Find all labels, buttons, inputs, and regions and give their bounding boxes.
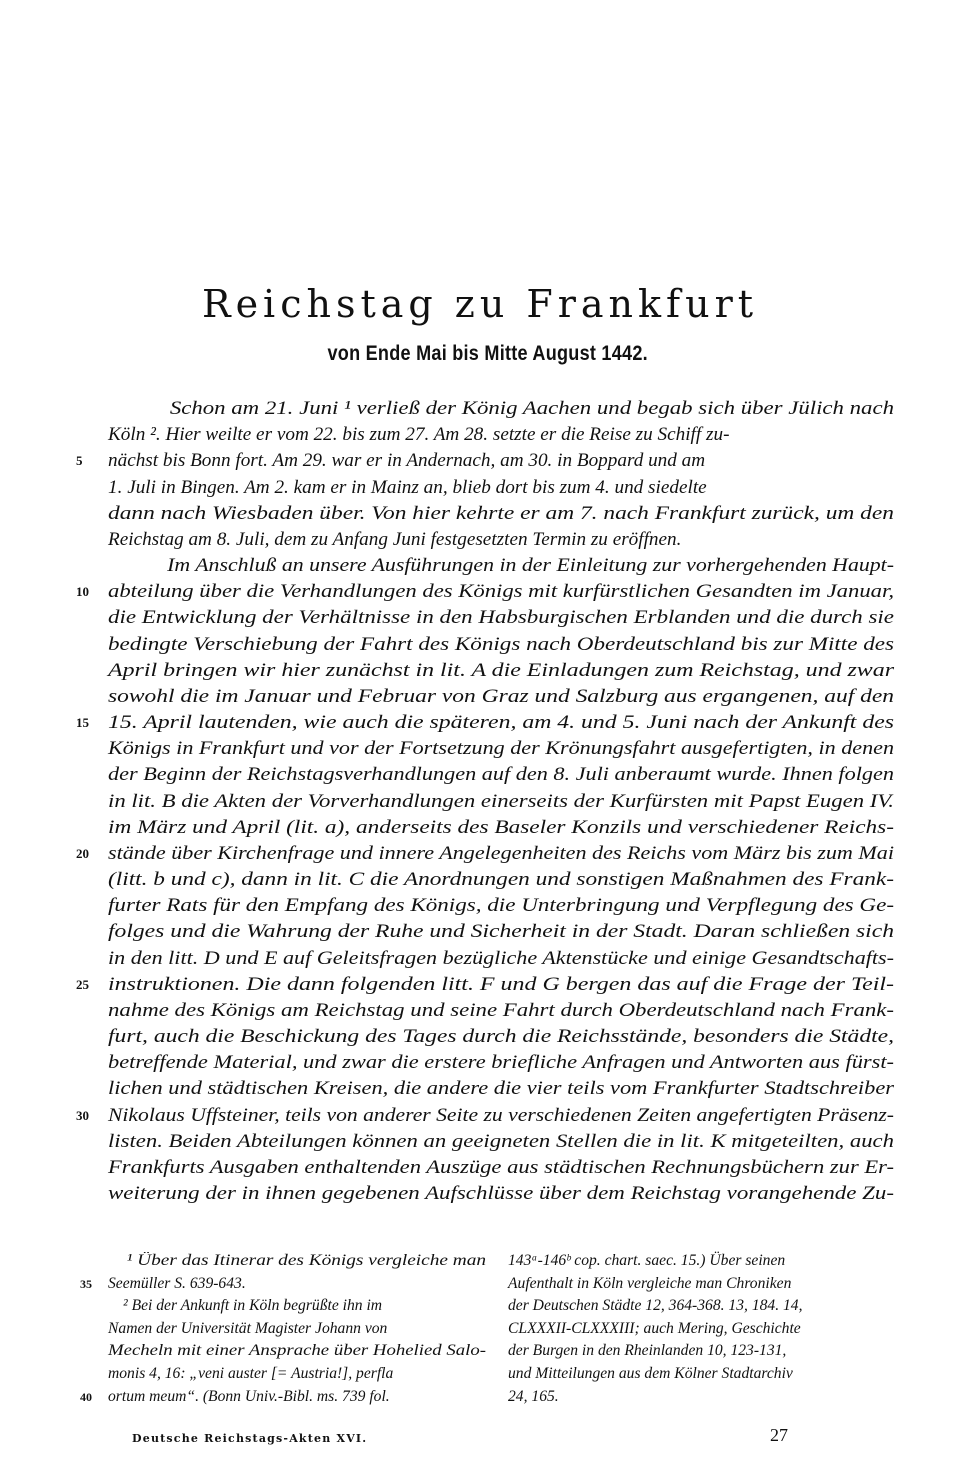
line-text: stände über Kirchenfrage und innere Angelegenheiten des Reichs vom März bis zum Mai [108,842,894,864]
line-number: 35 [80,1276,92,1291]
text-line [76,972,894,998]
page-title: Reichstag zu Frankfurt [201,282,759,326]
text-line [80,1273,486,1296]
line-text: April bringen wir hier zunächst in lit. A die Einladungen zum Reichstag, und zwar [108,659,894,681]
line-text: Frankfurts Ausgaben enthaltenden Auszüge aus städtischen Rechnungsbüchern zur Er- [108,1156,894,1178]
text-line [108,815,894,841]
text-line [508,1386,894,1409]
line-text: 15. April lautenden, wie auch die späteren, am 4. und 5. Juni nach der Ankunft des [108,712,894,734]
footnotes-left-column [80,1250,486,1408]
text-line [108,789,894,815]
line-text: listen. Beiden Abteilungen können an geeigneten Stellen die in lit. K mitgeteilten, auch [108,1130,894,1152]
text-line [108,1076,894,1102]
line-text: der Burgen in den Rheinlanden 10, 123-131, [508,1342,787,1360]
text-line [108,1050,894,1076]
text-line [108,1024,894,1050]
text-line [108,867,894,893]
line-text: ortum meum“. (Bonn Univ.-Bibl. ms. 739 fol. [108,1387,390,1405]
page-number: 27 [770,1425,788,1445]
text-line [108,396,894,422]
line-text: der Beginn der Reichstagsverhandlungen auf den 8. Juli anberaumt wurde. Ihnen folgen [108,764,894,786]
line-number: 40 [80,1389,92,1404]
line-text: 143ᵃ-146ᵇ cop. chart. saec. 15.) Über seinen [508,1252,786,1269]
line-text: Reichstag am 8. Juli, dem zu Anfang Juni festgesetzten Termin zu eröffnen. [108,528,682,550]
text-line [108,1155,894,1181]
text-line [108,553,894,579]
text-line [108,422,894,448]
text-line [76,448,894,474]
body-text [76,396,895,1207]
text-line [108,1318,486,1341]
line-text: folges und die Wahrung der Ruhe und Sicherheit in der Stadt. Daran schließen sich [108,921,894,943]
line-text: Aufenthalt in Köln vergleiche man Chroniken [508,1274,792,1292]
text-line [108,1295,486,1318]
line-text: abteilung über die Verhandlungen des Königs mit kurfürstlichen Gesandten im Januar, [108,581,894,603]
line-text: nahme des Königs am Reichstag und seine Fahrt durch Oberdeutschland nach Frank- [108,999,894,1021]
line-text: nächst bis Bonn fort. Am 29. war er in Andernach, am 30. in Boppard und am [108,450,706,472]
line-text: 24, 165. [508,1387,559,1405]
text-line [108,605,894,631]
line-text: die Entwicklung der Verhältnisse in den Habsburgischen Erblanden und die durch sie [108,607,895,629]
line-text: bedingte Verschiebung der Fahrt des Königs nach Oberdeutschland bis zur Mitte des [108,633,894,655]
line-number: 30 [76,1107,89,1123]
line-number: 15 [76,715,89,731]
line-text: Schon am 21. Juni ¹ verließ der König Aachen und begab sich über Jülich nach [169,398,895,419]
line-text: Mecheln mit einer Ansprache über Hohelied Salo- [108,1342,486,1360]
line-text: in lit. B die Akten der Vorverhandlungen einerseits der Kurfürsten mit Papst Eugen IV. [108,790,894,812]
line-text: Königs in Frankfurt und vor der Fortsetzung der Krönungsfahrt ausgefertigten, in denen [108,738,894,760]
line-text: furter Rats für den Empfang des Königs, die Unterbringung und Verpflegung des Ge- [108,895,894,917]
line-number: 20 [76,845,89,861]
line-text: sowohl die im Januar und Februar von Graz und Salzburg aus ergangenen, auf den [108,685,894,707]
text-line [508,1340,894,1363]
text-line [76,1103,894,1129]
line-number: 10 [76,584,89,600]
text-line [80,1386,486,1409]
line-text: und Mitteilungen aus dem Kölner Stadtarchiv [508,1364,793,1382]
text-line [508,1250,894,1273]
text-line [108,1363,486,1386]
text-line [108,475,894,501]
text-line [508,1363,894,1386]
text-line [76,841,894,867]
text-line [108,501,894,527]
text-line [108,684,894,710]
line-text: Namen der Universität Magister Johann von [108,1319,388,1337]
text-line [108,632,894,658]
line-text: ¹ Über das Itinerar des Königs vergleiche man [126,1252,486,1269]
line-text: furt, auch die Beschickung des Tages durch die Reichsstände, besonders die Städte, [108,1026,894,1048]
line-text: Im Anschluß an unsere Ausführungen in der Einleitung zur vorhergehenden Haupt- [167,555,894,577]
text-line [108,1181,894,1207]
line-text: Seemüller S. 639-643. [108,1274,246,1292]
text-line [76,710,894,736]
text-line [108,1129,894,1155]
line-text: dann nach Wiesbaden über. Von hier kehrte er am 7. nach Frankfurt zurück, um den [108,502,894,524]
text-line [108,893,894,919]
line-text: ² Bei der Ankunft in Köln begrüßte ihn im [123,1297,383,1315]
text-line [508,1273,894,1296]
page-subtitle: von Ende Mai bis Mitte August 1442. [327,342,648,365]
text-line [108,919,894,945]
line-text: im März und April (lit. a), anderseits des Baseler Konzils und verschiedener Reichs- [108,816,894,838]
text-line [108,946,894,972]
line-text: Köln ². Hier weilte er vom 22. bis zum 27. Am 28. setzte er die Reise zu Schiff zu- [108,424,730,446]
footnotes-right-column [508,1250,894,1408]
line-text: 1. Juli in Bingen. Am 2. kam er in Mainz an, blieb dort bis zum 4. und siedelte [108,476,707,498]
line-text: Nikolaus Uffsteiner, teils von anderer Seite zu verschiedenen Zeiten angefertigten Präsenz- [108,1104,894,1126]
line-text: (litt. b und c), dann in lit. C die Anordnungen und sonstigen Maßnahmen des Frank- [108,869,894,891]
line-text: in den litt. D und E auf Geleitsfragen bezügliche Aktenstücke und einige Gesandtschafts- [108,947,894,969]
text-line [76,579,894,605]
line-number: 25 [76,976,89,992]
text-line [108,762,894,788]
line-text: monis 4, 16: „veni auster [= Austria!], perfla [108,1364,394,1382]
text-line [108,1250,486,1273]
line-text: weiterung der in ihnen gegebenen Aufschlüsse über dem Reichstag vorangehende Zu- [108,1183,894,1205]
line-text: der Deutschen Städte 12, 364-368. 13, 184. 14, [508,1297,803,1315]
line-text: betreffende Material, und zwar die erstere briefliche Anfragen und Antworten aus fürst- [108,1052,895,1074]
text-line [108,527,894,553]
line-text: CLXXXII-CLXXXIII; auch Mering, Geschichte [508,1319,801,1337]
line-text: lichen und städtischen Kreisen, die andere die vier teils vom Frankfurter Stadtschreiber [108,1078,894,1100]
line-text: instruktionen. Die dann folgenden litt. F und G bergen das auf die Frage der Teil- [108,973,894,995]
text-line [108,736,894,762]
text-line [508,1318,894,1341]
text-line [108,1340,486,1363]
footer-signature: Deutsche Reichstags-Akten XVI. [132,1432,368,1445]
text-line [108,658,894,684]
text-line [108,998,894,1024]
text-line [508,1295,894,1318]
line-number: 5 [76,453,83,469]
